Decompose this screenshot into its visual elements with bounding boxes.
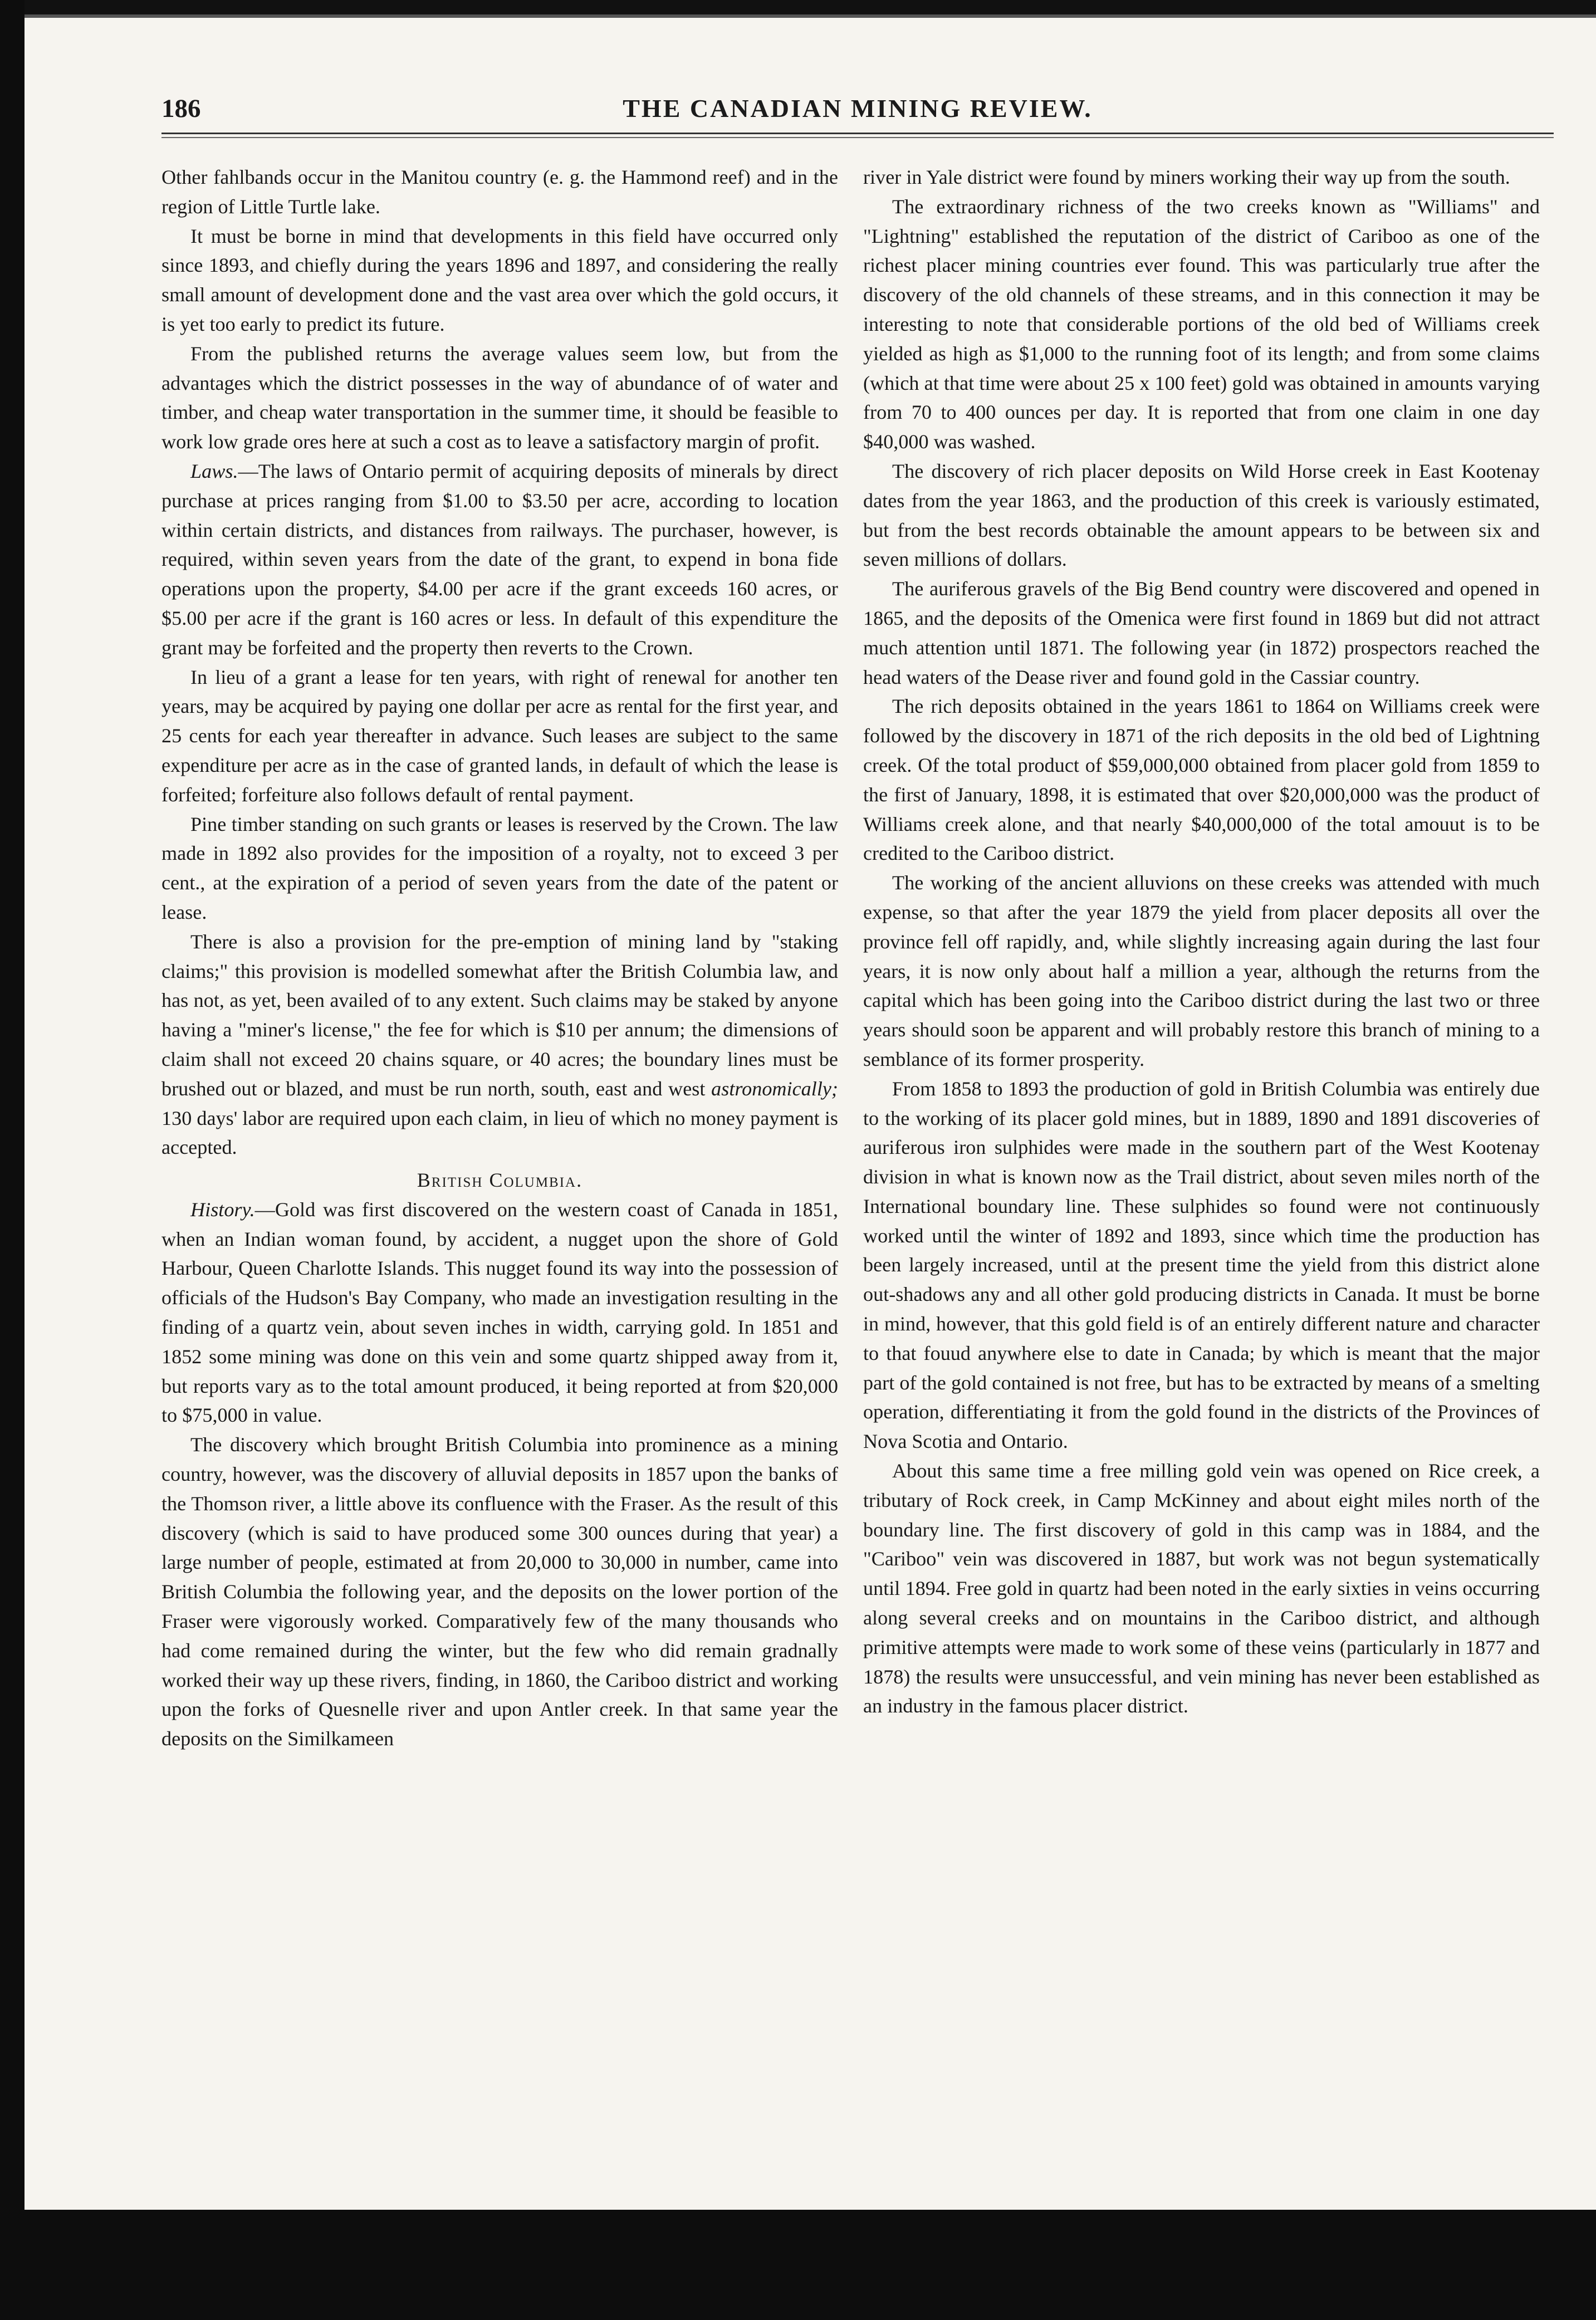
laws-text: —The laws of Ontario permit of acquiring deposits of minerals by direct purchase at prices ranging from $1.00 to $3.50 per acre, according to location within certain districts, and distances from railways. The purchaser, however, is required, within seven years from the date of the grant, to expend in bona fide operations upon the property, $4.00 per acre if the grant exceeds 160 acres, or $5.00 per acre if the grant is 160 acres or less. In default of this expenditure the grant may be forfeited and the property then reverts to the Crown. xyxy=(161,459,838,659)
right-column xyxy=(863,163,1540,1721)
paragraph: About this same time a free milling gold vein was opened on Rice creek, a tributary of Rock creek, in Camp McKinney and about eight miles north of the boundary line. The first discovery of gold in this camp was in 1884, and the "Cariboo" vein was discovered in 1887, but work was not begun systematically until 1894. Free gold in quartz had been noted in the early sixties in veins occurring along several creeks and on mountains in the Cariboo district, and although primitive attempts were made to work some of these veins (particularly in 1877 and 1878) the results were unsuccessful, and vein mining has never been established as an industry in the famous placer district. xyxy=(863,1460,1540,1717)
history-text: —Gold was first discovered on the western coast of Canada in 1851, when an Indian woman found, by accident, a nugget upon the shore of Gold Harbour, Queen Charlotte Islands. This nugget found its way into the possession of officials of the Hudson's Bay Company, who made an investigation resulting in the finding of a quartz vein, about seven inches in width, carrying gold. In 1851 and 1852 some mining was done on this vein and some quartz shipped away from it, but reports vary as to the total amount produced, it being reported at from $20,000 to $75,000 in value. xyxy=(161,1198,838,1427)
header-rule-secondary xyxy=(161,137,1554,138)
staking-text-a: There is also a provision for the pre-emption of mining land by "staking claims;" this provision is modelled somewhat after the British Columbia law, and has not, as yet, been availed of to any extent. Such claims may be staked by anyone having a "miner's license," the fee for which is $10 per annum; the dimensions of claim shall not exceed 20 chains square, or 40 acres; the boundary lines must be brushed out or blazed, and must be run north, south, east and west xyxy=(161,930,838,1100)
staking-italic: astronomically; xyxy=(711,1077,838,1100)
laws-heading: Laws. xyxy=(190,459,238,482)
paragraph: The extraordinary richness of the two creeks known as "Williams" and "Lightning" established the reputation of the district of Cariboo as one of the richest placer mining countries ever found. This was particularly true after the discovery of the old channels of these streams, and in this connection it may be interesting to note that considerable portions of the old bed of Williams creek yielded as high as $1,000 to the running foot of its length; and from some claims (which at that time were about 25 x 100 feet) gold was obtained in amounts varying from 70 to 400 ounces per day. It is reported that from one claim in one day $40,000 was washed. xyxy=(863,195,1540,453)
paragraph: In lieu of a grant a lease for ten years, with right of renewal for another ten years, may be acquired by paying one dollar per acre as rental for the first year, and 25 cents for each year thereafter in advance. Such leases are subject to the same expenditure per acre as in the case of granted lands, in default of which the lease is forfeited; forfeiture also follows default of rental payment. xyxy=(161,665,838,806)
paragraph: From 1858 to 1893 the production of gold in British Columbia was entirely due to the working of its placer gold mines, but in 1889, 1890 and 1891 discoveries of auriferous iron sulphides were made in the southern part of the West Kootenay division in what is known now as the Trail district, about seven miles north of the International boundary line. These sulphides so found were not continuously worked until the winter of 1892 and 1893, since which time the production has been largely increased, until at the present time the yield from this district alone out-shadows any and all other gold producing districts in Canada. It must be borne in mind, however, that this gold field is of an entirely different nature and character to that fouud anywhere else to date in Canada; by which is meant that the major part of the gold contained is not free, but has to be extracted by means of a smelting operation, differentiating it from the gold found in the districts of the Provinces of Nova Scotia and Ontario. xyxy=(863,1077,1540,1453)
paragraph: Pine timber standing on such grants or leases is reserved by the Crown. The law made in 1892 also provides for the imposition of a royalty, not to exceed 3 per cent., at the expiration of a period of seven years from the date of the patent or lease. xyxy=(161,813,838,923)
header-rule xyxy=(161,133,1554,134)
staking-text-b: 130 days' labor are required upon each claim, in lieu of which no money payment is accepted. xyxy=(161,1107,838,1159)
paragraph: The discovery which brought British Columbia into prominence as a mining country, however, was the discovery of alluvial deposits in 1857 upon the banks of the Thomson river, a little above its confluence with the Fraser. As the result of this discovery (which is said to have produced some 300 ounces during that year) a large number of people, estimated at from 20,000 to 30,000 in number, came into British Columbia the following year, and the deposits on the lower portion of the Fraser were vigorously worked. Comparatively few of the many thousands who had come remained during the winter, but the few who did remain gradnally worked their way up these rivers, finding, in 1860, the Cariboo district and working upon the forks of Quesnelle river and upon Antler creek. In that same year the deposits on the Similkameen xyxy=(161,1433,838,1750)
paragraph: The discovery of rich placer deposits on Wild Horse creek in East Kootenay dates from the year 1863, and the production of this creek is variously estimated, but from the best records obtainable the amount appears to be between six and seven millions of dollars. xyxy=(863,459,1540,571)
paragraph: river in Yale district were found by miners working their way up from the south. xyxy=(863,166,1510,188)
history-heading: History. xyxy=(190,1198,255,1221)
paragraph: Other fahlbands occur in the Manitou country (e. g. the Hammond reef) and in the region of Little Turtle lake. xyxy=(161,166,838,218)
running-title: THE CANADIAN MINING REVIEW. xyxy=(623,94,1093,123)
scan-border-bottom xyxy=(25,2210,1596,2320)
paragraph: The working of the ancient alluvions on these creeks was attended with much expense, so that after the year 1879 the yield from placer deposits all over the province fell off rapidly, and, while slightly increasing again during the last four years, it is now only about half a million a year, although the returns from the capital which has been going into the Cariboo district during the last two or three years should soon be apparent and will probably restore this branch of mining to a semblance of its former prosperity. xyxy=(863,872,1540,1070)
scan-border-top xyxy=(25,0,1596,14)
paragraph: It must be borne in mind that developments in this field have occurred only since 1893, and chiefly during the years 1896 and 1897, and considering the really small amount of development done and the vast area over which the gold occurs, it is yet too early to predict its future. xyxy=(161,224,838,335)
section-heading: British Columbia. xyxy=(417,1169,583,1192)
page-number: 186 xyxy=(161,94,201,123)
page-header xyxy=(161,94,1554,127)
left-column xyxy=(161,163,838,1754)
paragraph: The auriferous gravels of the Big Bend country were discovered and opened in 1865, and the deposits of the Omenica were first found in 1869 but did not attract much attention until 1871. The following year (in 1872) prospectors reached the head waters of the Dease river and found gold in the Cassiar country. xyxy=(863,577,1540,688)
paragraph: From the published returns the average values seem low, but from the advantages which the district possesses in the way of abundance of of water and timber, and cheap water transportation in the summer time, it should be feasible to work low grade ores here at such a cost as to leave a satisfactory margin of profit. xyxy=(161,342,838,453)
paragraph-staking xyxy=(161,927,838,1162)
scan-border-top-shadow xyxy=(25,14,1596,18)
paragraph-laws xyxy=(161,457,838,663)
paragraph: The rich deposits obtained in the years 1861 to 1864 on Williams creek were followed by the discovery in 1871 of the rich deposits in the old bed of Lightning creek. Of the total product of $59,000,000 obtained from placer gold from 1859 to the first of January, 1898, it is estimated that over $20,000,000 was the product of Williams creek alone, and that nearly $40,000,000 of the total amouut is to be credited to the Cariboo district. xyxy=(863,695,1540,865)
scan-border-left xyxy=(0,0,25,2320)
paragraph-history xyxy=(161,1195,838,1430)
